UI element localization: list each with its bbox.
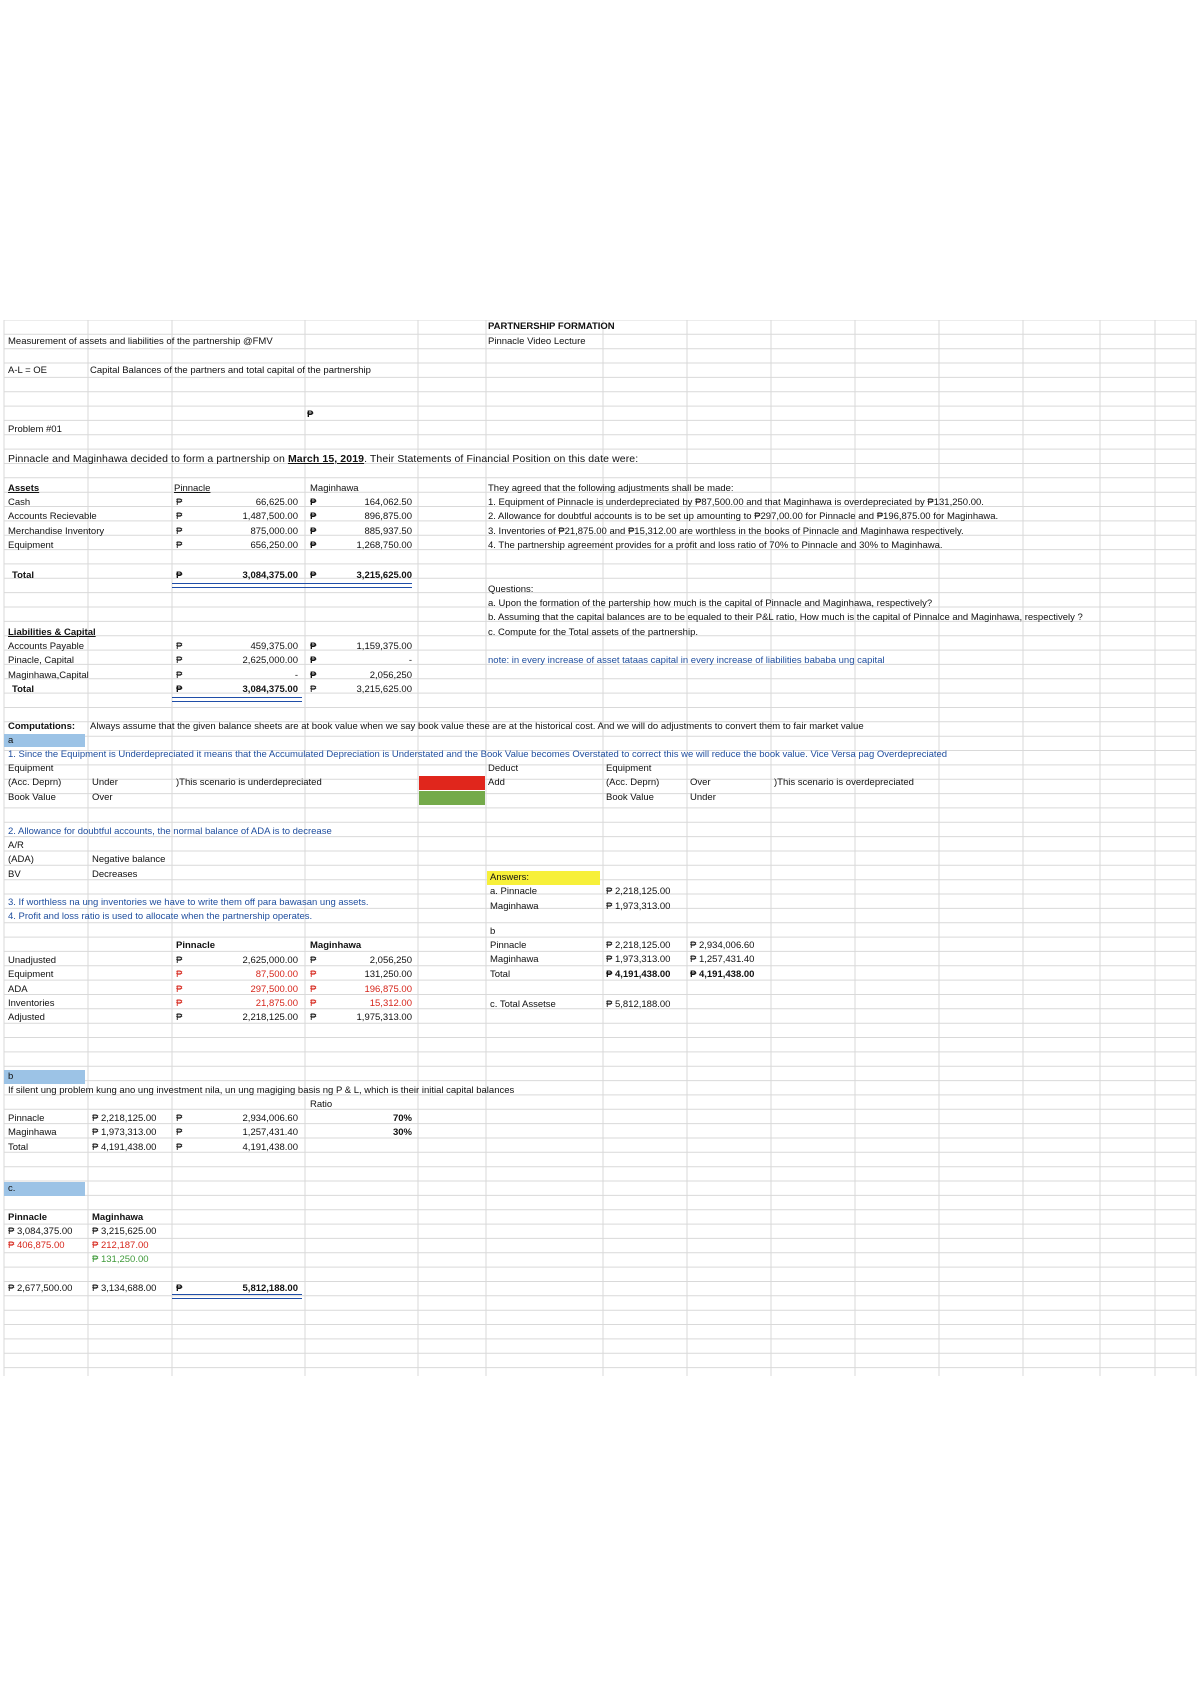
over-accdep: (Acc. Deprn)	[606, 777, 660, 788]
peso-sign: ₱	[310, 969, 317, 981]
answer-a-maginhawa-label: Maginhawa	[490, 901, 539, 912]
peso-sign: ₱	[310, 511, 317, 523]
part-b-row-ratio: 30%	[392, 1127, 412, 1139]
part-c-col-pinnacle: Pinnacle	[8, 1212, 48, 1223]
part-b-row-equalized: 2,934,006.60	[242, 1113, 298, 1124]
answer-b-row-capital: ₱ 2,218,125.00	[606, 940, 671, 951]
question-item: c. Compute for the Total assets of the partnership.	[488, 627, 698, 638]
answer-b-label: b	[490, 926, 496, 937]
computation-line-1: 1. Since the Equipment is Underdepreciated it means that the Accumulated Depreciation is Understated and the Book Value becomes Overstated to correct this we will reduce the book value. Vice Versa pag Overdepreciated	[8, 749, 948, 760]
peso-sign: ₱	[310, 497, 317, 508]
part-c-row2-pinnacle: ₱ 406,875.00	[8, 1240, 65, 1251]
part-b-text: If silent ung problem kung ano ung investment nila, un ung magiging basis ng P & L, which is their initial capital balances	[8, 1085, 515, 1096]
part-c-row2-maginhawa: ₱ 212,187.00	[92, 1240, 149, 1251]
adjustment-row-maginhawa: 131,250.00	[364, 969, 412, 981]
computations-label: Computations:	[8, 721, 76, 732]
peso-sign: ₱	[176, 1283, 183, 1294]
question-item: b. Assuming that the capital balances are to be equaled to their P&L ratio, How much is the capital of Pinnalce and Maginhawa, respectively ?	[488, 612, 1083, 623]
adjustment-item: 4. The partnership agreement provides for a profit and loss ratio of 70% to Pinnacle and 30% to Maginhawa.	[488, 540, 943, 551]
ada-value: Negative balance	[92, 854, 166, 865]
red-fill-cell	[419, 776, 485, 790]
asset-row-pinnacle: 875,000.00	[250, 525, 298, 537]
part-b-row-equalized: 4,191,438.00	[242, 1141, 298, 1153]
answer-a-pinnacle-label: a. Pinnacle	[490, 886, 538, 897]
liab-row-label: Accounts Payable	[8, 641, 85, 652]
answer-b-row-label: Maginhawa	[490, 954, 539, 966]
part-c-row4-maginhawa: ₱ 3,134,688.00	[92, 1283, 157, 1294]
peso-sign: ₱	[310, 570, 317, 581]
adjustment-item: 3. Inventories of ₱21,875.00 and ₱15,312.00 are worthless in the books of Pinnacle and Maginhawa respectively.	[488, 526, 964, 537]
adjustment-row-maginhawa: 2,056,250	[369, 955, 412, 966]
peso-sign: ₱	[310, 655, 317, 667]
answer-b-row-capital: ₱ 1,973,313.00	[606, 954, 671, 966]
part-b-row-capital: ₱ 4,191,438.00	[92, 1141, 157, 1153]
asset-row-pinnacle: 1,487,500.00	[242, 511, 298, 523]
liab-row-maginhawa: -	[408, 655, 412, 667]
peso-sign: ₱	[310, 955, 317, 966]
adjustment-row-pinnacle: 297,500.00	[250, 983, 298, 995]
peso-sign: ₱	[310, 540, 317, 552]
equation-note: Capital Balances of the partners and total capital of the partnership	[90, 365, 371, 376]
over-equipment: Equipment	[606, 763, 652, 774]
under-bv: Book Value	[8, 792, 56, 803]
peso-sign: ₱	[176, 983, 183, 995]
under-label: Under	[92, 777, 118, 788]
blue-fill-b	[4, 1070, 85, 1084]
problem-text-prefix: Pinnacle and Maginhawa decided to form a partnership on	[8, 453, 285, 465]
peso-sign: ₱	[176, 1127, 183, 1139]
ada-label: (ADA)	[8, 854, 34, 865]
liab-row-pinnacle: 2,625,000.00	[242, 655, 298, 667]
asset-row-label: Accounts Recievable	[8, 511, 97, 523]
peso-sign: ₱	[176, 540, 183, 552]
part-b-row-capital: ₱ 2,218,125.00	[92, 1113, 157, 1124]
part-c-label: c.	[8, 1183, 16, 1194]
assume-text: Always assume that the given balance sheets are at book value when we say book value these are at the historical cost. And we will do adjustments to convert them to fair market value	[90, 721, 864, 732]
adjustment-row-label: Unadjusted	[8, 955, 57, 966]
green-fill-cell	[419, 791, 485, 805]
under-note: )This scenario is underdepreciated	[176, 777, 322, 788]
liab-total-maginhawa: 3,215,625.00	[356, 684, 412, 695]
part-b-row-label: Total	[8, 1141, 29, 1153]
blue-fill-c	[4, 1182, 85, 1196]
peso-sign: ₱	[176, 1113, 183, 1124]
peso-sign: ₱	[176, 655, 183, 667]
answers-label: Answers:	[490, 872, 530, 883]
answer-c-value: ₱ 5,812,188.00	[606, 999, 671, 1010]
under-accdep: (Acc. Deprn)	[8, 777, 62, 788]
over-bv: Book Value	[606, 792, 654, 803]
part-b-row-capital: ₱ 1,973,313.00	[92, 1127, 157, 1139]
answer-b-row-capital: ₱ 4,191,438.00	[606, 968, 671, 980]
asset-row-maginhawa: 164,062.50	[364, 497, 412, 508]
part-c-total: 5,812,188.00	[242, 1283, 298, 1294]
adjustments-intro: They agreed that the following adjustments shall be made:	[488, 483, 734, 494]
adjustment-row-label: Adjusted	[8, 1012, 45, 1024]
answer-c-label: c. Total Assetse	[490, 999, 556, 1010]
peso-sign: ₱	[176, 641, 183, 652]
answer-b-row-label: Total	[490, 968, 511, 980]
problem-text-suffix: . Their Statements of Financial Position on this date were:	[364, 453, 639, 465]
add-label: Add	[488, 777, 505, 788]
peso-sign: ₱	[310, 983, 317, 995]
liab-row-pinnacle: 459,375.00	[250, 641, 298, 652]
asset-row-label: Cash	[8, 497, 31, 508]
sfp-col-pinnacle: Pinnacle	[174, 483, 211, 494]
adjustment-item: 1. Equipment of Pinnacle is underdepreciated by ₱87,500.00 and that Maginhawa is overdepreciated by ₱131,250.00.	[488, 497, 984, 508]
spreadsheet	[0, 320, 1200, 1378]
adjustment-row-pinnacle: 87,500.00	[255, 969, 298, 981]
peso-sign: ₱	[310, 641, 317, 652]
over-note: )This scenario is overdepreciated	[774, 777, 914, 788]
part-c-row3-maginhawa: ₱ 131,250.00	[92, 1254, 149, 1265]
part-a-label: a	[8, 735, 14, 746]
adjustment-row-label: Equipment	[8, 969, 54, 981]
peso-sign: ₱	[176, 525, 183, 537]
part-b-row-equalized: 1,257,431.40	[242, 1127, 298, 1139]
part-b-row-label: Pinnacle	[8, 1113, 45, 1124]
liab-row-label: Pinacle, Capital	[8, 655, 75, 667]
part-c-row1-pinnacle: ₱ 3,084,375.00	[8, 1226, 73, 1237]
adjustment-row-pinnacle: 2,218,125.00	[242, 1012, 298, 1024]
peso-sign: ₱	[176, 669, 183, 681]
part-b-label: b	[8, 1071, 14, 1082]
peso-sign: ₱	[310, 684, 317, 695]
peso-sign: ₱	[176, 570, 183, 581]
asset-row-label: Equipment	[8, 540, 54, 552]
peso-sign: ₱	[176, 955, 183, 966]
formation-title: PARTNERSHIP FORMATION	[488, 321, 615, 332]
under-equipment: Equipment	[8, 763, 54, 774]
adjustment-row-maginhawa: 196,875.00	[364, 983, 412, 995]
adj-col-maginhawa: Maginhawa	[310, 940, 362, 951]
answer-b-row-label: Pinnacle	[490, 940, 527, 951]
adjustment-row-pinnacle: 21,875.00	[255, 998, 298, 1010]
part-c-col-maginhawa: Maginhawa	[92, 1212, 144, 1223]
part-c-row1-maginhawa: ₱ 3,215,625.00	[92, 1226, 157, 1237]
peso-marker: ₱	[307, 409, 314, 420]
asset-total-underline	[172, 583, 412, 588]
over-label: Over	[690, 777, 711, 788]
adjustment-row-label: Inventories	[8, 998, 55, 1010]
bv-value: Decreases	[92, 869, 138, 880]
note-text: note: in every increase of asset tataas capital in every increase of liabilities bababa ung capital	[488, 655, 885, 666]
liab-total-label: Total	[12, 684, 34, 695]
peso-sign: ₱	[176, 998, 183, 1010]
questions-label: Questions:	[488, 584, 534, 595]
blue-fill-a	[4, 734, 85, 747]
ar-label: A/R	[8, 840, 24, 851]
peso-sign: ₱	[176, 684, 183, 695]
computation-line-2: 2. Allowance for doubtful accounts, the normal balance of ADA is to decrease	[8, 826, 332, 837]
part-b-row-ratio: 70%	[392, 1113, 412, 1124]
liab-row-pinnacle: -	[294, 669, 298, 681]
ratio-label: Ratio	[310, 1099, 333, 1110]
adjustment-row-maginhawa: 15,312.00	[369, 998, 412, 1010]
assets-label: Assets	[8, 483, 40, 494]
part-b-row-label: Maginhawa	[8, 1127, 57, 1139]
peso-sign: ₱	[310, 669, 317, 681]
adjustment-row-pinnacle: 2,625,000.00	[242, 955, 298, 966]
adj-col-pinnacle: Pinnacle	[176, 940, 216, 951]
asset-total-maginhawa: 3,215,625.00	[356, 570, 412, 581]
peso-sign: ₱	[310, 525, 317, 537]
asset-row-maginhawa: 1,268,750.00	[356, 540, 412, 552]
problem-label: Problem #01	[8, 424, 62, 435]
equation: A-L = OE	[8, 365, 47, 376]
adjustment-row-maginhawa: 1,975,313.00	[356, 1012, 412, 1024]
problem-text	[8, 452, 638, 466]
asset-row-pinnacle: 656,250.00	[250, 540, 298, 552]
peso-sign: ₱	[310, 1012, 317, 1024]
answer-a-maginhawa: ₱ 1,973,313.00	[606, 901, 671, 912]
peso-sign: ₱	[176, 1141, 183, 1153]
asset-total-label: Total	[12, 570, 34, 581]
asset-row-label: Merchandise Inventory	[8, 525, 105, 537]
asset-row-pinnacle: 66,625.00	[255, 497, 298, 508]
part-c-row4-pinnacle: ₱ 2,677,500.00	[8, 1283, 73, 1294]
computation-line-4: 4. Profit and loss ratio is used to allocate when the partnership operates.	[8, 911, 313, 922]
asset-row-maginhawa: 896,875.00	[364, 511, 412, 523]
bv-label: BV	[8, 869, 21, 880]
answer-b-row-equalized: ₱ 1,257,431.40	[690, 954, 755, 966]
adjustment-item: 2. Allowance for doubtful accounts is to be set up amounting to ₱297,00.00 for Pinnacle and ₱196,875.00 for Maginhawa.	[488, 511, 999, 522]
computation-line-3: 3. If worthless na ung inventories we have to write them off para bawasan ung assets.	[8, 897, 369, 908]
adjustment-row-label: ADA	[8, 983, 28, 995]
answer-b-row-equalized: ₱ 4,191,438.00	[690, 968, 755, 980]
peso-sign: ₱	[176, 497, 183, 508]
liab-row-maginhawa: 2,056,250	[369, 669, 412, 681]
answer-b-row-equalized: ₱ 2,934,006.60	[690, 940, 755, 951]
peso-sign: ₱	[310, 998, 317, 1010]
peso-sign: ₱	[176, 969, 183, 981]
peso-sign: ₱	[176, 511, 183, 523]
cell-grid	[0, 320, 1200, 1378]
liab-total-pinnacle: 3,084,375.00	[242, 684, 298, 695]
lecture-label: Pinnacle Video Lecture	[488, 336, 586, 347]
deduct-label: Deduct	[488, 763, 519, 774]
liab-total-underline	[172, 697, 302, 702]
liabilities-label: Liabilities & Capital	[8, 627, 96, 638]
answer-a-pinnacle: ₱ 2,218,125.00	[606, 886, 671, 897]
question-item: a. Upon the formation of the partership how much is the capital of Pinnacle and Maginhawa, respectively?	[488, 598, 933, 609]
problem-date: March 15, 2019	[287, 453, 365, 465]
asset-row-maginhawa: 885,937.50	[364, 525, 412, 537]
under-over: Over	[92, 792, 113, 803]
asset-total-pinnacle: 3,084,375.00	[242, 570, 298, 581]
peso-sign: ₱	[176, 1012, 183, 1024]
left-title: Measurement of assets and liabilities of the partnership @FMV	[8, 336, 273, 347]
liab-row-label: Maginhawa,Capital	[8, 669, 89, 681]
over-under: Under	[690, 792, 716, 803]
liab-row-maginhawa: 1,159,375.00	[356, 641, 412, 652]
sfp-col-maginhawa: Maginhawa	[310, 483, 359, 494]
